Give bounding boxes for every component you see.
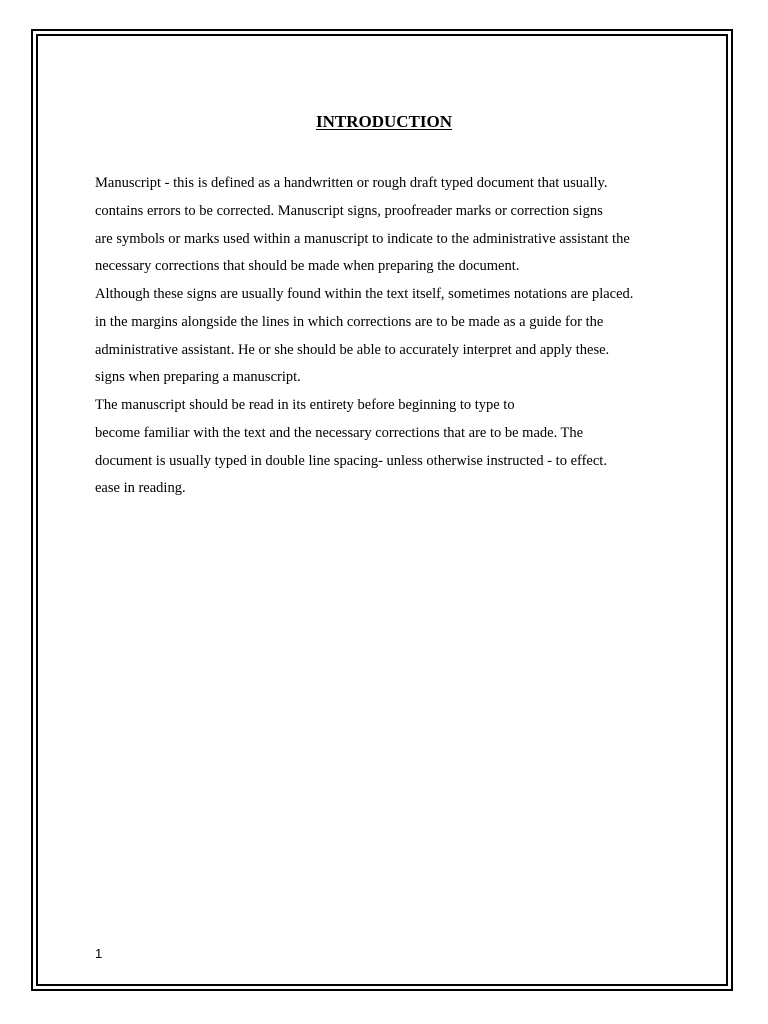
body-line: The manuscript should be read in its entirety before beginning to type to xyxy=(95,397,515,413)
page-heading: INTRODUCTION xyxy=(315,112,453,131)
body-line: signs when preparing a manuscript. xyxy=(95,369,301,386)
body-line: are symbols or marks used within a manuscript to indicate to the administrative assistant the xyxy=(95,230,630,247)
body-line: necessary corrections that should be made when preparing the document. xyxy=(95,258,520,275)
body-line: contains errors to be corrected. Manuscript signs, proofreader marks or correction signs xyxy=(95,202,603,219)
page-number: 1 xyxy=(95,946,103,961)
body-line: become familiar with the text and the necessary corrections that are to be made. The xyxy=(95,424,584,441)
body-line: Although these signs are usually found within the text itself, sometimes notations are placed. xyxy=(95,286,634,302)
body-line: document is usually typed in double line spacing- unless otherwise instructed - to effect. xyxy=(95,452,607,469)
body-line: ease in reading. xyxy=(95,480,186,497)
body-line: in the margins alongside the lines in which corrections are to be made as a guide for the xyxy=(95,313,604,330)
body-line: administrative assistant. He or she should be able to accurately interpret and apply these. xyxy=(95,341,610,358)
body-line: Manuscript - this is defined as a handwritten or rough draft typed document that usually. xyxy=(95,175,608,191)
body-text xyxy=(95,170,705,503)
